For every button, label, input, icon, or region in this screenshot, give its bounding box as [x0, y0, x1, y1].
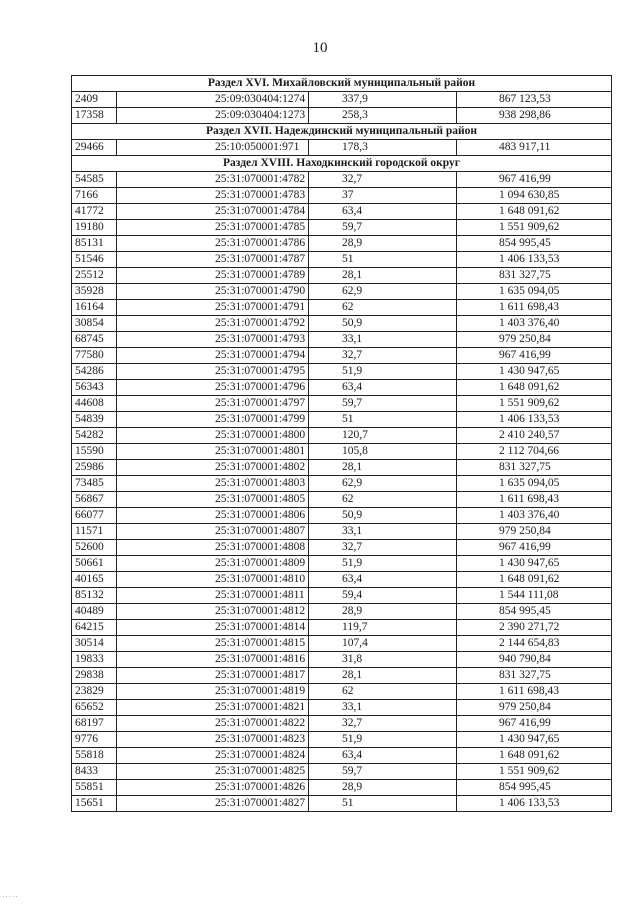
- cadastral-number-cell: 25:31:070001:4826: [117, 780, 309, 796]
- object-number-cell: 8433: [72, 764, 117, 780]
- cadastral-number-cell: 25:31:070001:4794: [117, 348, 309, 364]
- price-cell: 1 611 698,43: [457, 684, 612, 700]
- object-number-cell: 15590: [72, 444, 117, 460]
- section-title: Раздел XVII. Надеждинский муниципальный район: [72, 124, 612, 140]
- cadastral-number-cell: 25:31:070001:4797: [117, 396, 309, 412]
- area-cell: 28,9: [309, 236, 457, 252]
- price-cell: 1 430 947,65: [457, 732, 612, 748]
- cadastral-number-cell: 25:31:070001:4801: [117, 444, 309, 460]
- object-number-cell: 40165: [72, 572, 117, 588]
- area-cell: 32,7: [309, 540, 457, 556]
- object-number-cell: 77580: [72, 348, 117, 364]
- table-row: [72, 508, 612, 524]
- price-cell: 1 430 947,65: [457, 556, 612, 572]
- area-cell: 28,1: [309, 268, 457, 284]
- area-cell: 59,7: [309, 220, 457, 236]
- cadastral-number-cell: 25:31:070001:4809: [117, 556, 309, 572]
- price-cell: 867 123,53: [457, 92, 612, 108]
- cadastral-number-cell: 25:31:070001:4825: [117, 764, 309, 780]
- cadastral-number-cell: 25:31:070001:4803: [117, 476, 309, 492]
- table-row: [72, 380, 612, 396]
- cadastral-number-cell: 25:31:070001:4821: [117, 700, 309, 716]
- table-row: [72, 476, 612, 492]
- cadastral-number-cell: 25:31:070001:4784: [117, 204, 309, 220]
- price-cell: 1 406 133,53: [457, 412, 612, 428]
- section-title: Раздел XVIII. Находкинский городской округ: [72, 156, 612, 172]
- price-cell: 1 551 909,62: [457, 764, 612, 780]
- table-row: [72, 620, 612, 636]
- table-row: [72, 588, 612, 604]
- price-cell: 854 995,45: [457, 604, 612, 620]
- cadastral-number-cell: 25:31:070001:4805: [117, 492, 309, 508]
- price-cell: 979 250,84: [457, 700, 612, 716]
- price-cell: 1 403 376,40: [457, 316, 612, 332]
- object-number-cell: 11571: [72, 524, 117, 540]
- cadastral-number-cell: 25:31:070001:4817: [117, 668, 309, 684]
- section-header-row: [72, 124, 612, 140]
- object-number-cell: 25512: [72, 268, 117, 284]
- table-row: [72, 284, 612, 300]
- price-cell: 1 635 094,05: [457, 284, 612, 300]
- area-cell: 51: [309, 412, 457, 428]
- area-cell: 62,9: [309, 284, 457, 300]
- object-number-cell: 19180: [72, 220, 117, 236]
- object-number-cell: 40489: [72, 604, 117, 620]
- price-cell: 979 250,84: [457, 524, 612, 540]
- area-cell: 51,9: [309, 364, 457, 380]
- object-number-cell: 30854: [72, 316, 117, 332]
- price-cell: 1 648 091,62: [457, 380, 612, 396]
- object-number-cell: 35928: [72, 284, 117, 300]
- table-row: [72, 748, 612, 764]
- table-row: [72, 428, 612, 444]
- cadastral-number-cell: 25:31:070001:4799: [117, 412, 309, 428]
- area-cell: 33,1: [309, 524, 457, 540]
- cadastral-number-cell: 25:31:070001:4795: [117, 364, 309, 380]
- price-cell: 1 551 909,62: [457, 396, 612, 412]
- area-cell: 63,4: [309, 204, 457, 220]
- price-cell: 1 611 698,43: [457, 300, 612, 316]
- cadastral-number-cell: 25:31:070001:4812: [117, 604, 309, 620]
- object-number-cell: 25986: [72, 460, 117, 476]
- area-cell: 51: [309, 252, 457, 268]
- price-cell: 938 298,86: [457, 108, 612, 124]
- table-row: [72, 316, 612, 332]
- price-cell: 1 648 091,62: [457, 748, 612, 764]
- object-number-cell: 30514: [72, 636, 117, 652]
- section-title: Раздел XVI. Михайловский муниципальный район: [72, 76, 612, 92]
- area-cell: 59,4: [309, 588, 457, 604]
- table-row: [72, 412, 612, 428]
- object-number-cell: 85132: [72, 588, 117, 604]
- object-number-cell: 52600: [72, 540, 117, 556]
- area-cell: 51,9: [309, 556, 457, 572]
- area-cell: 178,3: [309, 140, 457, 156]
- area-cell: 63,4: [309, 748, 457, 764]
- cadastral-number-cell: 25:31:070001:4790: [117, 284, 309, 300]
- object-number-cell: 7166: [72, 188, 117, 204]
- table-row: [72, 172, 612, 188]
- table-row: [72, 716, 612, 732]
- cadastral-number-cell: 25:31:070001:4819: [117, 684, 309, 700]
- area-cell: 258,3: [309, 108, 457, 124]
- area-cell: 28,9: [309, 604, 457, 620]
- price-cell: 967 416,99: [457, 716, 612, 732]
- table-row: [72, 732, 612, 748]
- table-row: [72, 220, 612, 236]
- table-row: [72, 652, 612, 668]
- table-row: [72, 764, 612, 780]
- object-number-cell: 73485: [72, 476, 117, 492]
- area-cell: 107,4: [309, 636, 457, 652]
- object-number-cell: 41772: [72, 204, 117, 220]
- registry-table-body: [72, 76, 612, 812]
- object-number-cell: 54282: [72, 428, 117, 444]
- cadastral-number-cell: 25:31:070001:4787: [117, 252, 309, 268]
- section-header-row: [72, 156, 612, 172]
- cadastral-number-cell: 25:31:070001:4785: [117, 220, 309, 236]
- object-number-cell: 54839: [72, 412, 117, 428]
- area-cell: 33,1: [309, 700, 457, 716]
- cadastral-number-cell: 25:31:070001:4792: [117, 316, 309, 332]
- table-row: [72, 460, 612, 476]
- price-cell: 831 327,75: [457, 668, 612, 684]
- price-cell: 483 917,11: [457, 140, 612, 156]
- area-cell: 51: [309, 796, 457, 812]
- table-row: [72, 604, 612, 620]
- scan-footer-mark: ·····: [2, 893, 19, 901]
- area-cell: 32,7: [309, 172, 457, 188]
- price-cell: 1 648 091,62: [457, 572, 612, 588]
- object-number-cell: 55818: [72, 748, 117, 764]
- table-row: [72, 140, 612, 156]
- cadastral-number-cell: 25:31:070001:4814: [117, 620, 309, 636]
- cadastral-number-cell: 25:31:070001:4793: [117, 332, 309, 348]
- table-row: [72, 444, 612, 460]
- price-cell: 1 551 909,62: [457, 220, 612, 236]
- area-cell: 119,7: [309, 620, 457, 636]
- object-number-cell: 44608: [72, 396, 117, 412]
- price-cell: 2 112 704,66: [457, 444, 612, 460]
- cadastral-number-cell: 25:09:030404:1274: [117, 92, 309, 108]
- price-cell: 854 995,45: [457, 236, 612, 252]
- price-cell: 1 648 091,62: [457, 204, 612, 220]
- cadastral-number-cell: 25:31:070001:4815: [117, 636, 309, 652]
- object-number-cell: 56867: [72, 492, 117, 508]
- table-row: [72, 396, 612, 412]
- area-cell: 51,9: [309, 732, 457, 748]
- cadastral-number-cell: 25:31:070001:4816: [117, 652, 309, 668]
- cadastral-number-cell: 25:31:070001:4822: [117, 716, 309, 732]
- cadastral-number-cell: 25:31:070001:4786: [117, 236, 309, 252]
- price-cell: 1 406 133,53: [457, 252, 612, 268]
- cadastral-number-cell: 25:31:070001:4782: [117, 172, 309, 188]
- cadastral-number-cell: 25:31:070001:4806: [117, 508, 309, 524]
- cadastral-number-cell: 25:31:070001:4807: [117, 524, 309, 540]
- object-number-cell: 56343: [72, 380, 117, 396]
- table-row: [72, 556, 612, 572]
- table-row: [72, 572, 612, 588]
- table-row: [72, 204, 612, 220]
- area-cell: 28,9: [309, 780, 457, 796]
- table-row: [72, 268, 612, 284]
- price-cell: 967 416,99: [457, 348, 612, 364]
- price-cell: 1 406 133,53: [457, 796, 612, 812]
- cadastral-number-cell: 25:31:070001:4810: [117, 572, 309, 588]
- object-number-cell: 54585: [72, 172, 117, 188]
- table-row: [72, 796, 612, 812]
- area-cell: 28,1: [309, 668, 457, 684]
- area-cell: 59,7: [309, 396, 457, 412]
- object-number-cell: 9776: [72, 732, 117, 748]
- price-cell: 1 094 630,85: [457, 188, 612, 204]
- property-registry-table: [71, 75, 612, 812]
- object-number-cell: 55851: [72, 780, 117, 796]
- price-cell: 940 790,84: [457, 652, 612, 668]
- object-number-cell: 15651: [72, 796, 117, 812]
- object-number-cell: 51546: [72, 252, 117, 268]
- cadastral-number-cell: 25:31:070001:4800: [117, 428, 309, 444]
- cadastral-number-cell: 25:31:070001:4824: [117, 748, 309, 764]
- object-number-cell: 16164: [72, 300, 117, 316]
- object-number-cell: 29466: [72, 140, 117, 156]
- cadastral-number-cell: 25:31:070001:4808: [117, 540, 309, 556]
- area-cell: 63,4: [309, 572, 457, 588]
- cadastral-number-cell: 25:31:070001:4802: [117, 460, 309, 476]
- area-cell: 50,9: [309, 316, 457, 332]
- table-row: [72, 524, 612, 540]
- area-cell: 63,4: [309, 380, 457, 396]
- cadastral-number-cell: 25:31:070001:4823: [117, 732, 309, 748]
- table-row: [72, 684, 612, 700]
- object-number-cell: 19833: [72, 652, 117, 668]
- area-cell: 120,7: [309, 428, 457, 444]
- table-row: [72, 300, 612, 316]
- area-cell: 62: [309, 492, 457, 508]
- price-cell: 1 635 094,05: [457, 476, 612, 492]
- price-cell: 831 327,75: [457, 268, 612, 284]
- object-number-cell: 64215: [72, 620, 117, 636]
- price-cell: 1 544 111,08: [457, 588, 612, 604]
- table-row: [72, 492, 612, 508]
- price-cell: 1 430 947,65: [457, 364, 612, 380]
- price-cell: 2 410 240,57: [457, 428, 612, 444]
- table-row: [72, 780, 612, 796]
- area-cell: 32,7: [309, 716, 457, 732]
- object-number-cell: 65652: [72, 700, 117, 716]
- object-number-cell: 68745: [72, 332, 117, 348]
- cadastral-number-cell: 25:09:030404:1273: [117, 108, 309, 124]
- price-cell: 1 611 698,43: [457, 492, 612, 508]
- table-row: [72, 236, 612, 252]
- price-cell: 854 995,45: [457, 780, 612, 796]
- area-cell: 50,9: [309, 508, 457, 524]
- object-number-cell: 23829: [72, 684, 117, 700]
- object-number-cell: 85131: [72, 236, 117, 252]
- cadastral-number-cell: 25:31:070001:4783: [117, 188, 309, 204]
- price-cell: 831 327,75: [457, 460, 612, 476]
- table-row: [72, 92, 612, 108]
- table-row: [72, 540, 612, 556]
- object-number-cell: 2409: [72, 92, 117, 108]
- object-number-cell: 29838: [72, 668, 117, 684]
- object-number-cell: 68197: [72, 716, 117, 732]
- page-number: 10: [312, 40, 328, 56]
- table-row: [72, 636, 612, 652]
- price-cell: 2 144 654,83: [457, 636, 612, 652]
- cadastral-number-cell: 25:10:050001:971: [117, 140, 309, 156]
- object-number-cell: 17358: [72, 108, 117, 124]
- area-cell: 337,9: [309, 92, 457, 108]
- object-number-cell: 66077: [72, 508, 117, 524]
- area-cell: 62: [309, 684, 457, 700]
- price-cell: 1 403 376,40: [457, 508, 612, 524]
- area-cell: 37: [309, 188, 457, 204]
- cadastral-number-cell: 25:31:070001:4811: [117, 588, 309, 604]
- table-row: [72, 700, 612, 716]
- table-row: [72, 108, 612, 124]
- object-number-cell: 54286: [72, 364, 117, 380]
- table-row: [72, 668, 612, 684]
- area-cell: 33,1: [309, 332, 457, 348]
- cadastral-number-cell: 25:31:070001:4796: [117, 380, 309, 396]
- table-row: [72, 252, 612, 268]
- cadastral-number-cell: 25:31:070001:4789: [117, 268, 309, 284]
- table-row: [72, 188, 612, 204]
- area-cell: 62,9: [309, 476, 457, 492]
- area-cell: 105,8: [309, 444, 457, 460]
- area-cell: 28,1: [309, 460, 457, 476]
- price-cell: 2 390 271,72: [457, 620, 612, 636]
- area-cell: 32,7: [309, 348, 457, 364]
- price-cell: 967 416,99: [457, 172, 612, 188]
- cadastral-number-cell: 25:31:070001:4827: [117, 796, 309, 812]
- area-cell: 31,8: [309, 652, 457, 668]
- table-row: [72, 348, 612, 364]
- section-header-row: [72, 76, 612, 92]
- table-row: [72, 332, 612, 348]
- area-cell: 62: [309, 300, 457, 316]
- object-number-cell: 50661: [72, 556, 117, 572]
- table-row: [72, 364, 612, 380]
- area-cell: 59,7: [309, 764, 457, 780]
- cadastral-number-cell: 25:31:070001:4791: [117, 300, 309, 316]
- price-cell: 967 416,99: [457, 540, 612, 556]
- price-cell: 979 250,84: [457, 332, 612, 348]
